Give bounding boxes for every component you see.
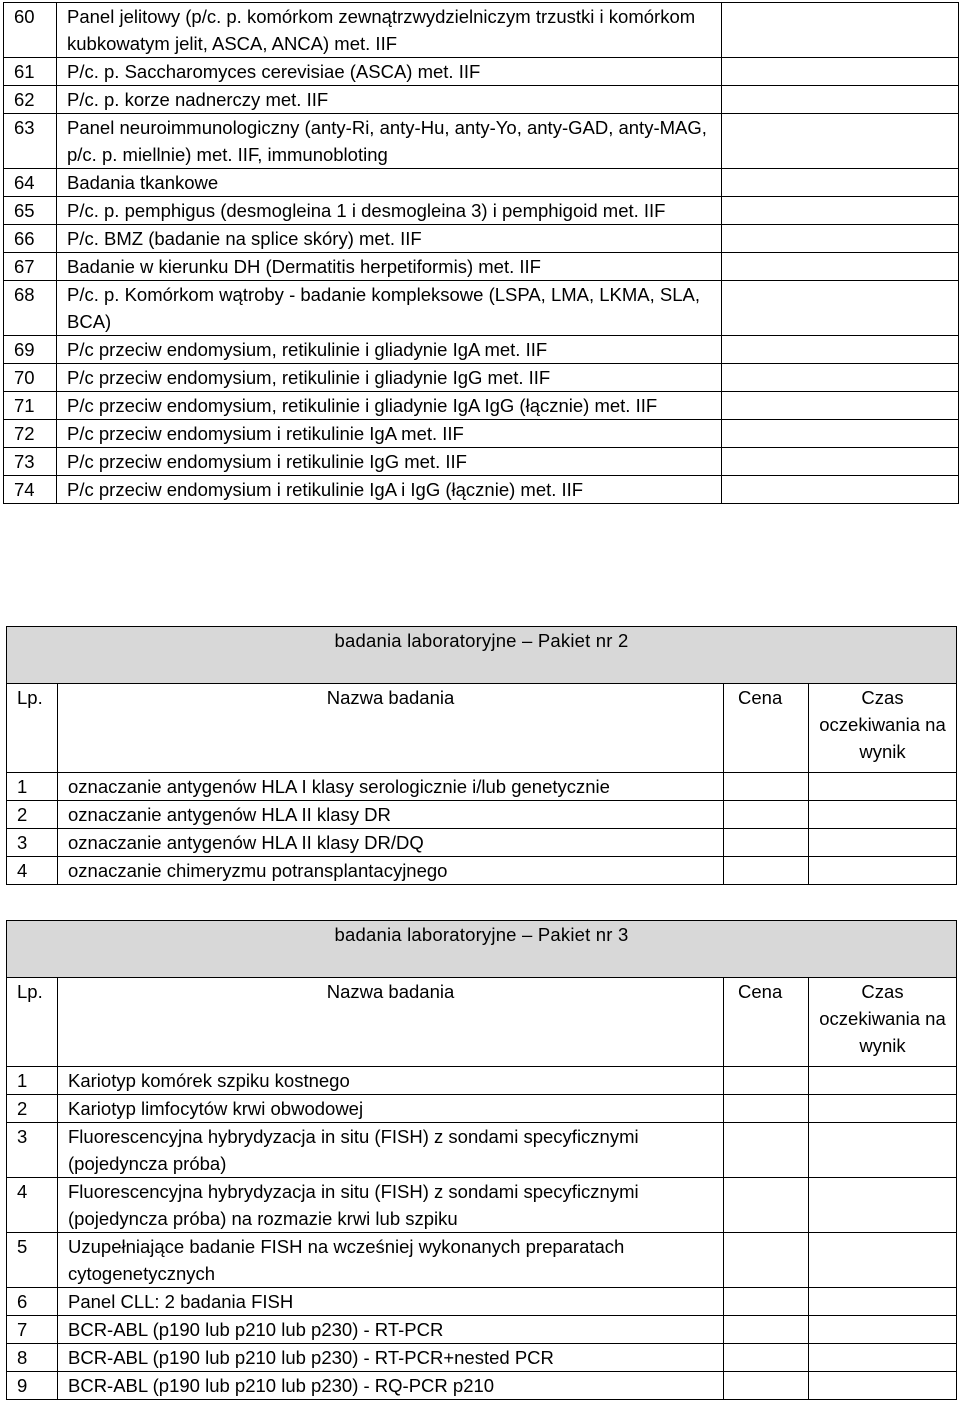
- row-test-name: Fluorescencyjna hybrydyzacja in situ (FISH) z sondami specyficznymi (pojedyncza próba) na rozmazie krwi lub szpiku: [58, 1178, 724, 1233]
- table-row: [7, 1123, 957, 1178]
- table-row: [4, 448, 959, 476]
- row-price-cell: [724, 1123, 809, 1178]
- table-row: [4, 58, 959, 86]
- table-row: [4, 114, 959, 169]
- row-price-cell: [724, 1372, 809, 1400]
- header-lp: Lp.: [7, 978, 58, 1067]
- row-price-cell: [722, 3, 804, 58]
- table-row: [7, 801, 957, 829]
- row-number: 64: [4, 169, 57, 197]
- row-number: 73: [4, 448, 57, 476]
- row-wait-time-cell: [809, 1095, 957, 1123]
- row-price-cell: [724, 773, 809, 801]
- row-wait-time-cell: [809, 1344, 957, 1372]
- row-price-cell: [724, 1288, 809, 1316]
- row-price-cell: [722, 476, 804, 504]
- row-number: 7: [7, 1316, 58, 1344]
- row-wait-time-cell: [809, 1316, 957, 1344]
- row-test-name: Badania tkankowe: [57, 169, 722, 197]
- row-price-cell: [722, 225, 804, 253]
- row-price-cell: [722, 281, 804, 336]
- row-number: 69: [4, 336, 57, 364]
- table-continuation-body: [4, 3, 959, 504]
- row-wait-time-cell: [804, 448, 959, 476]
- row-test-name: Uzupełniające badanie FISH na wcześniej wykonanych preparatach cytogenetycznych: [58, 1233, 724, 1288]
- row-test-name: P/c. p. korze nadnerczy met. IIF: [57, 86, 722, 114]
- row-price-cell: [724, 1095, 809, 1123]
- row-number: 68: [4, 281, 57, 336]
- row-price-cell: [722, 114, 804, 169]
- row-wait-time-cell: [804, 169, 959, 197]
- row-wait-time-cell: [809, 1233, 957, 1288]
- row-test-name: Panel jelitowy (p/c. p. komórkom zewnątrzwydzielniczym trzustki i komórkom kubkowatym jelit, ASCA, ANCA) met. IIF: [57, 3, 722, 58]
- row-price-cell: [722, 86, 804, 114]
- row-number: 4: [7, 1178, 58, 1233]
- row-number: 3: [7, 829, 58, 857]
- header-name: Nazwa badania: [58, 684, 724, 773]
- table-row: [4, 420, 959, 448]
- row-test-name: Badanie w kierunku DH (Dermatitis herpetiformis) met. IIF: [57, 253, 722, 281]
- row-test-name: Fluorescencyjna hybrydyzacja in situ (FISH) z sondami specyficznymi (pojedyncza próba): [58, 1123, 724, 1178]
- row-test-name: P/c przeciw endomysium, retikulinie i gliadynie IgG met. IIF: [57, 364, 722, 392]
- row-test-name: P/c. p. Saccharomyces cerevisiae (ASCA) met. IIF: [57, 58, 722, 86]
- row-wait-time-cell: [804, 114, 959, 169]
- row-price-cell: [724, 801, 809, 829]
- row-wait-time-cell: [804, 3, 959, 58]
- row-price-cell: [722, 392, 804, 420]
- table-pakiet-2: [6, 626, 957, 885]
- row-wait-time-cell: [809, 773, 957, 801]
- row-wait-time-cell: [804, 392, 959, 420]
- row-wait-time-cell: [804, 336, 959, 364]
- row-number: 65: [4, 197, 57, 225]
- row-price-cell: [724, 1233, 809, 1288]
- row-price-cell: [722, 364, 804, 392]
- row-test-name: P/c przeciw endomysium i retikulinie IgA i IgG (łącznie) met. IIF: [57, 476, 722, 504]
- row-test-name: P/c. p. pemphigus (desmogleina 1 i desmogleina 3) i pemphigoid met. IIF: [57, 197, 722, 225]
- row-wait-time-cell: [809, 1067, 957, 1095]
- table-row: [7, 773, 957, 801]
- row-number: 1: [7, 773, 58, 801]
- row-number: 67: [4, 253, 57, 281]
- row-price-cell: [722, 169, 804, 197]
- row-wait-time-cell: [804, 58, 959, 86]
- row-number: 2: [7, 801, 58, 829]
- table-row: [7, 1344, 957, 1372]
- row-number: 66: [4, 225, 57, 253]
- row-number: 63: [4, 114, 57, 169]
- row-test-name: Panel CLL: 2 badania FISH: [58, 1288, 724, 1316]
- row-test-name: P/c przeciw endomysium i retikulinie IgG met. IIF: [57, 448, 722, 476]
- row-price-cell: [722, 336, 804, 364]
- table-row: [7, 1067, 957, 1095]
- table-row: [7, 1372, 957, 1400]
- row-test-name: BCR-ABL (p190 lub p210 lub p230) - RT-PCR: [58, 1316, 724, 1344]
- table-row: [7, 1316, 957, 1344]
- row-price-cell: [722, 197, 804, 225]
- pakiet-3-body: [7, 1067, 957, 1400]
- row-test-name: Kariotyp komórek szpiku kostnego: [58, 1067, 724, 1095]
- row-test-name: P/c przeciw endomysium, retikulinie i gliadynie IgA IgG (łącznie) met. IIF: [57, 392, 722, 420]
- row-test-name: BCR-ABL (p190 lub p210 lub p230) - RT-PCR+nested PCR: [58, 1344, 724, 1372]
- header-cena: Cena: [724, 978, 809, 1067]
- table-row: [7, 1288, 957, 1316]
- row-wait-time-cell: [809, 1178, 957, 1233]
- row-wait-time-cell: [804, 420, 959, 448]
- table-row: [4, 336, 959, 364]
- row-number: 62: [4, 86, 57, 114]
- row-wait-time-cell: [804, 476, 959, 504]
- header-lp: Lp.: [7, 684, 58, 773]
- row-wait-time-cell: [804, 197, 959, 225]
- row-test-name: oznaczanie antygenów HLA II klasy DR: [58, 801, 724, 829]
- row-wait-time-cell: [809, 1372, 957, 1400]
- row-test-name: Panel neuroimmunologiczny (anty-Ri, anty-Hu, anty-Yo, anty-GAD, anty-MAG, p/c. p. miellnie) met. IIF, immunobloting: [57, 114, 722, 169]
- table-continuation: [3, 2, 959, 504]
- row-number: 6: [7, 1288, 58, 1316]
- row-wait-time-cell: [804, 253, 959, 281]
- table-row: [4, 225, 959, 253]
- row-wait-time-cell: [804, 86, 959, 114]
- row-number: 4: [7, 857, 58, 885]
- row-test-name: P/c przeciw endomysium, retikulinie i gliadynie IgA met. IIF: [57, 336, 722, 364]
- row-price-cell: [722, 58, 804, 86]
- row-test-name: BCR-ABL (p190 lub p210 lub p230) - RQ-PCR p210: [58, 1372, 724, 1400]
- row-price-cell: [722, 420, 804, 448]
- pakiet-3-header-row: [7, 978, 957, 1067]
- row-test-name: oznaczanie antygenów HLA I klasy serologicznie i/lub genetycznie: [58, 773, 724, 801]
- row-number: 9: [7, 1372, 58, 1400]
- table-row: [4, 253, 959, 281]
- pakiet-3-title: badania laboratoryjne – Pakiet nr 3: [334, 924, 629, 945]
- row-price-cell: [724, 857, 809, 885]
- table-row: [4, 364, 959, 392]
- header-name: Nazwa badania: [58, 978, 724, 1067]
- row-price-cell: [724, 1067, 809, 1095]
- row-number: 3: [7, 1123, 58, 1178]
- pakiet-2-header-row: [7, 684, 957, 773]
- table-row: [4, 197, 959, 225]
- header-czas: Czas oczekiwania na wynik: [809, 684, 957, 773]
- table-pakiet-3: [6, 920, 957, 1400]
- pakiet-2-body: [7, 773, 957, 885]
- row-test-name: oznaczanie antygenów HLA II klasy DR/DQ: [58, 829, 724, 857]
- row-number: 5: [7, 1233, 58, 1288]
- row-price-cell: [722, 448, 804, 476]
- row-number: 2: [7, 1095, 58, 1123]
- row-number: 74: [4, 476, 57, 504]
- pakiet-2-title: badania laboratoryjne – Pakiet nr 2: [334, 630, 629, 651]
- table-row: [4, 281, 959, 336]
- row-test-name: P/c. BMZ (badanie na splice skóry) met. IIF: [57, 225, 722, 253]
- row-price-cell: [724, 1178, 809, 1233]
- row-wait-time-cell: [809, 801, 957, 829]
- row-wait-time-cell: [809, 1288, 957, 1316]
- row-price-cell: [724, 1344, 809, 1372]
- row-wait-time-cell: [809, 829, 957, 857]
- row-number: 72: [4, 420, 57, 448]
- row-test-name: oznaczanie chimeryzmu potransplantacyjnego: [58, 857, 724, 885]
- pakiet-3-title-cell: [7, 921, 957, 978]
- table-row: [7, 1178, 957, 1233]
- row-wait-time-cell: [804, 281, 959, 336]
- row-test-name: P/c. p. Komórkom wątroby - badanie kompleksowe (LSPA, LMA, LKMA, SLA, BCA): [57, 281, 722, 336]
- row-wait-time-cell: [809, 857, 957, 885]
- table-row: [4, 86, 959, 114]
- row-price-cell: [724, 1316, 809, 1344]
- table-row: [7, 857, 957, 885]
- header-czas: Czas oczekiwania na wynik: [809, 978, 957, 1067]
- header-cena: Cena: [724, 684, 809, 773]
- pakiet-2-title-cell: [7, 627, 957, 684]
- table-row: [7, 1233, 957, 1288]
- row-number: 8: [7, 1344, 58, 1372]
- table-row: [4, 392, 959, 420]
- table-row: [4, 169, 959, 197]
- row-number: 70: [4, 364, 57, 392]
- table-row: [7, 829, 957, 857]
- table-row: [4, 476, 959, 504]
- row-number: 61: [4, 58, 57, 86]
- row-price-cell: [724, 829, 809, 857]
- row-number: 60: [4, 3, 57, 58]
- table-row: [7, 1095, 957, 1123]
- row-wait-time-cell: [804, 225, 959, 253]
- row-wait-time-cell: [809, 1123, 957, 1178]
- row-test-name: Kariotyp limfocytów krwi obwodowej: [58, 1095, 724, 1123]
- row-test-name: P/c przeciw endomysium i retikulinie IgA met. IIF: [57, 420, 722, 448]
- row-number: 1: [7, 1067, 58, 1095]
- row-number: 71: [4, 392, 57, 420]
- table-row: [4, 3, 959, 58]
- row-price-cell: [722, 253, 804, 281]
- row-wait-time-cell: [804, 364, 959, 392]
